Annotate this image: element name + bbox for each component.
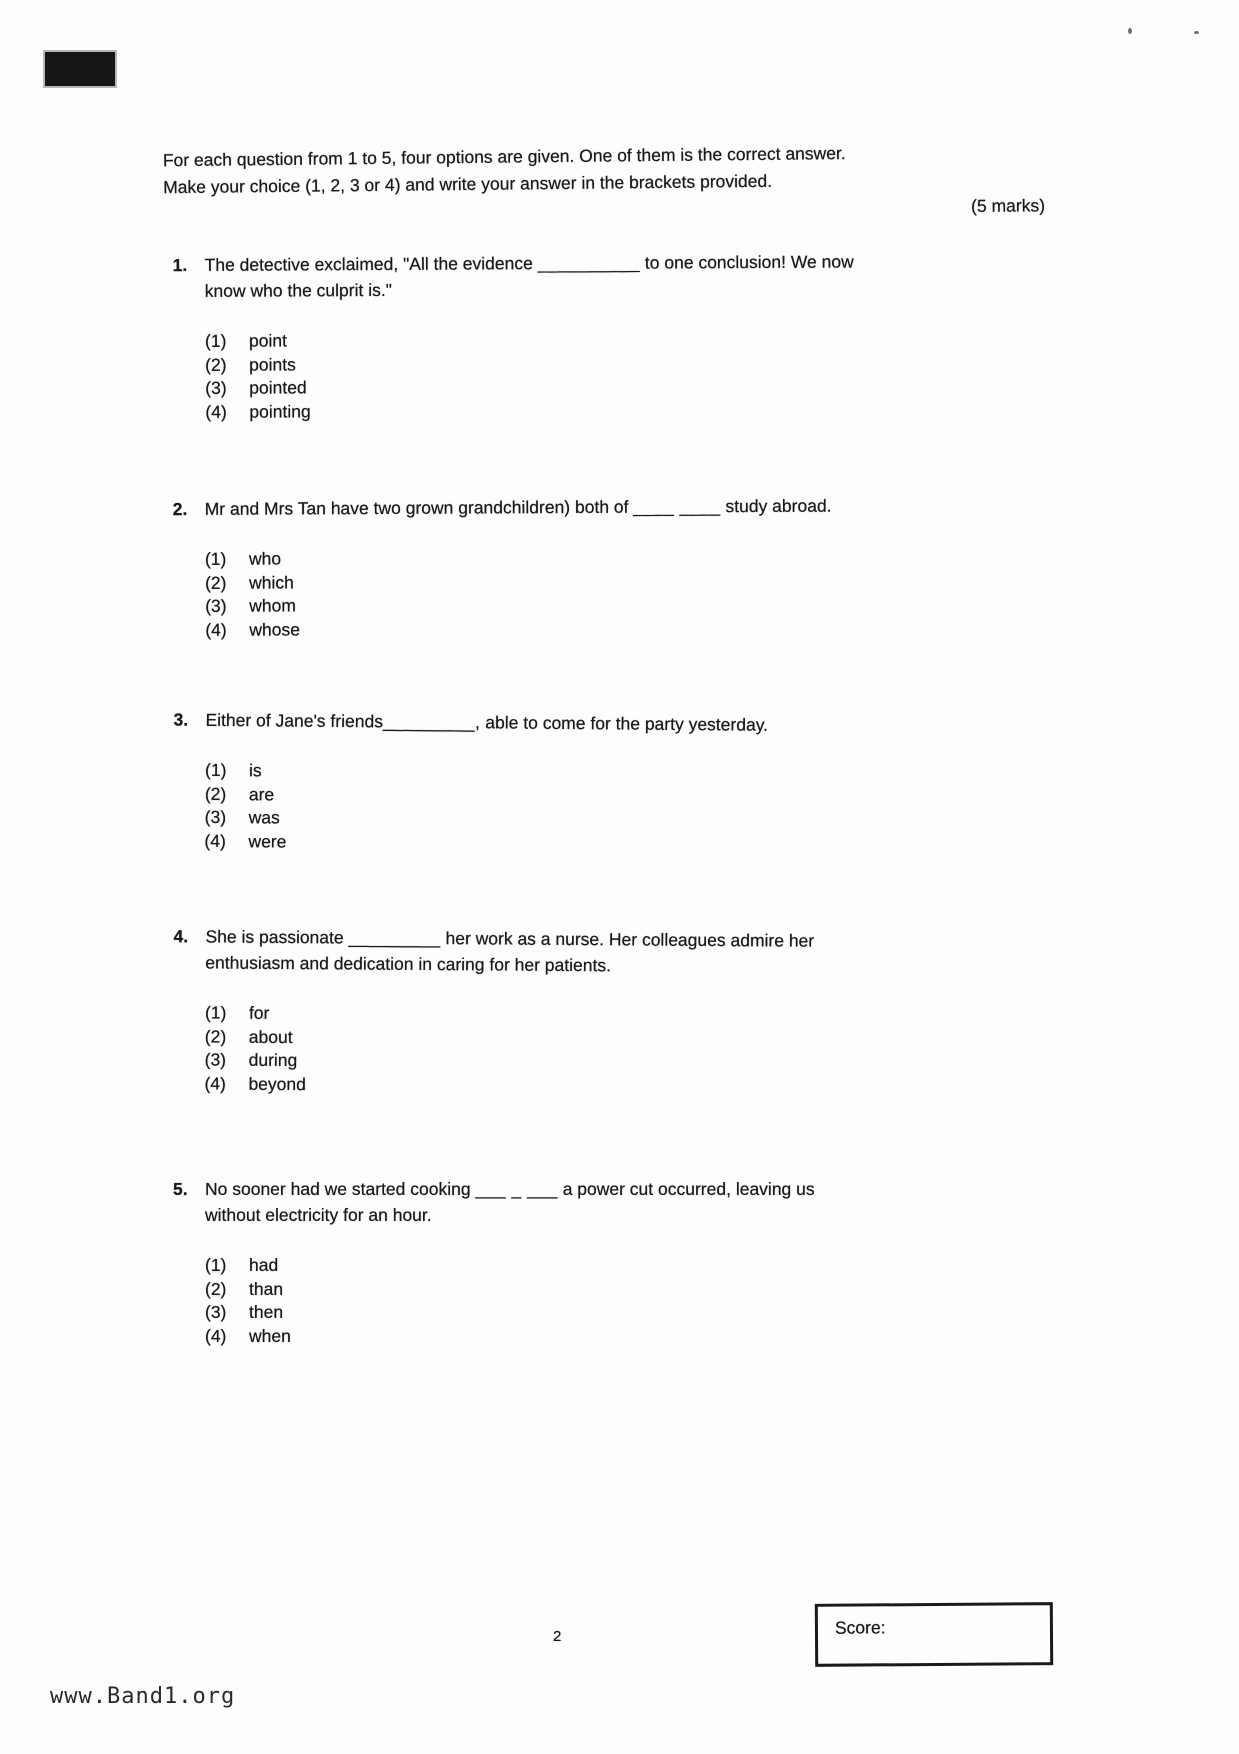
question-text-segment: study abroad. [725,495,832,517]
question-text-segment: able to come for the party yesterday. [485,712,769,735]
redaction-box [43,50,117,88]
question-4 [172,923,963,1101]
option-label: about [248,1026,293,1047]
option-label: had [249,1255,279,1275]
question-3-options [204,759,963,860]
question-2-number: 2. [172,498,188,520]
option-label: whom [249,595,296,616]
option-label: point [248,330,288,351]
option-label: which [249,571,294,593]
option-number: (3) [204,1049,227,1070]
score-box [815,1602,1053,1667]
question-1-text [205,248,963,278]
instructions [163,139,964,201]
scan-artifact [1128,28,1132,34]
question-text-segment: a power cut occurred, leaving us [562,1179,815,1199]
option-label: who [248,548,282,569]
option-number: (1) [204,1002,227,1023]
option-number: (2) [204,1025,227,1047]
option-number: (3) [205,1302,227,1322]
site-url: www.Band1.org [50,1684,236,1709]
question-text-segment: No sooner had we started cooking [205,1179,471,1199]
answer-blank: _________, [382,711,481,733]
scan-artifact [1194,31,1199,34]
question-text-segment: She is passionate [205,926,344,948]
option-number: (3) [205,595,227,616]
question-text-segment: her work as a nurse. Her colleagues admire her [445,928,815,951]
option-label: when [249,1325,291,1346]
question-1-options [205,326,963,424]
option-number: (4) [205,619,227,640]
option-label: pointed [249,377,307,398]
question-4-text-line2: enthusiasm and dedication in caring for her patients. [205,952,612,976]
question-5 [173,1176,963,1348]
option-label: pointing [249,400,311,422]
question-3-number: 3. [173,709,189,730]
question-5-number: 5. [173,1179,188,1199]
option-label: points [249,353,296,375]
instructions-line2: Make your choice (1, 2, 3 or 4) and write your answer in the brackets provided. [163,170,773,198]
option [205,396,963,423]
option-number: (2) [205,354,227,375]
option-number: (4) [205,401,227,422]
option [205,1325,963,1349]
question-3 [172,707,963,860]
option [205,1254,963,1278]
option-number: (4) [204,1072,226,1094]
answer-blank: ___ _ ___ [475,1179,558,1199]
option-number: (1) [205,1255,227,1275]
answer-blank: __________ [537,252,641,274]
question-5-text [205,1176,963,1202]
question-text-segment: The detective exclaimed, "All the evidence [204,253,533,275]
option-number: (3) [204,806,227,828]
option-number: (2) [205,1278,227,1299]
option-label: were [248,830,287,852]
option-label: whose [249,618,300,640]
option-number: (4) [204,830,226,851]
option-label: beyond [248,1073,306,1094]
option [204,1072,962,1101]
question-2 [173,492,964,642]
question-1-number: 1. [172,254,188,276]
question-4-options [204,1001,963,1100]
question-5-options [205,1254,963,1348]
option-number: (1) [205,759,227,781]
question-text-segment: Either of Jane's friends [205,709,384,732]
question-text-segment: Mr and Mrs Tan have two grown grandchildren) both of [204,496,629,519]
answer-blank: ____ ____ [633,496,721,517]
option-number: (1) [204,548,227,569]
option-number: (1) [204,330,227,351]
page-number: 2 [553,1628,562,1645]
score-label: Score: [834,1617,886,1638]
question-5-text-line2: without electricity for an hour. [205,1205,432,1225]
option-label: during [248,1049,298,1071]
instructions-line1: For each question from 1 to 5, four options are given. One of them is the correct answer. [162,143,846,171]
marks-label: (5 marks) [971,195,1046,216]
option [205,1278,963,1302]
option-label: then [249,1302,284,1322]
option-label: is [249,760,262,781]
question-text-segment: to one conclusion! We now [644,251,854,273]
question-1-text-line2: know who the culprit is." [204,279,392,301]
option [205,1301,963,1325]
option-label: for [248,1002,270,1023]
question-3-text [205,707,963,740]
option [205,614,963,641]
question-1 [173,248,964,424]
option-number: (2) [204,783,227,804]
option-number: (3) [205,377,227,398]
option-label: than [249,1278,284,1299]
answer-blank: _________ [348,927,441,949]
option-label: are [248,783,275,804]
option-number: (2) [205,572,227,593]
option-label: was [248,807,280,828]
question-4-number: 4. [173,926,189,947]
question-2-text [205,492,963,522]
question-2-options [205,544,963,642]
option-number: (4) [205,1325,227,1346]
